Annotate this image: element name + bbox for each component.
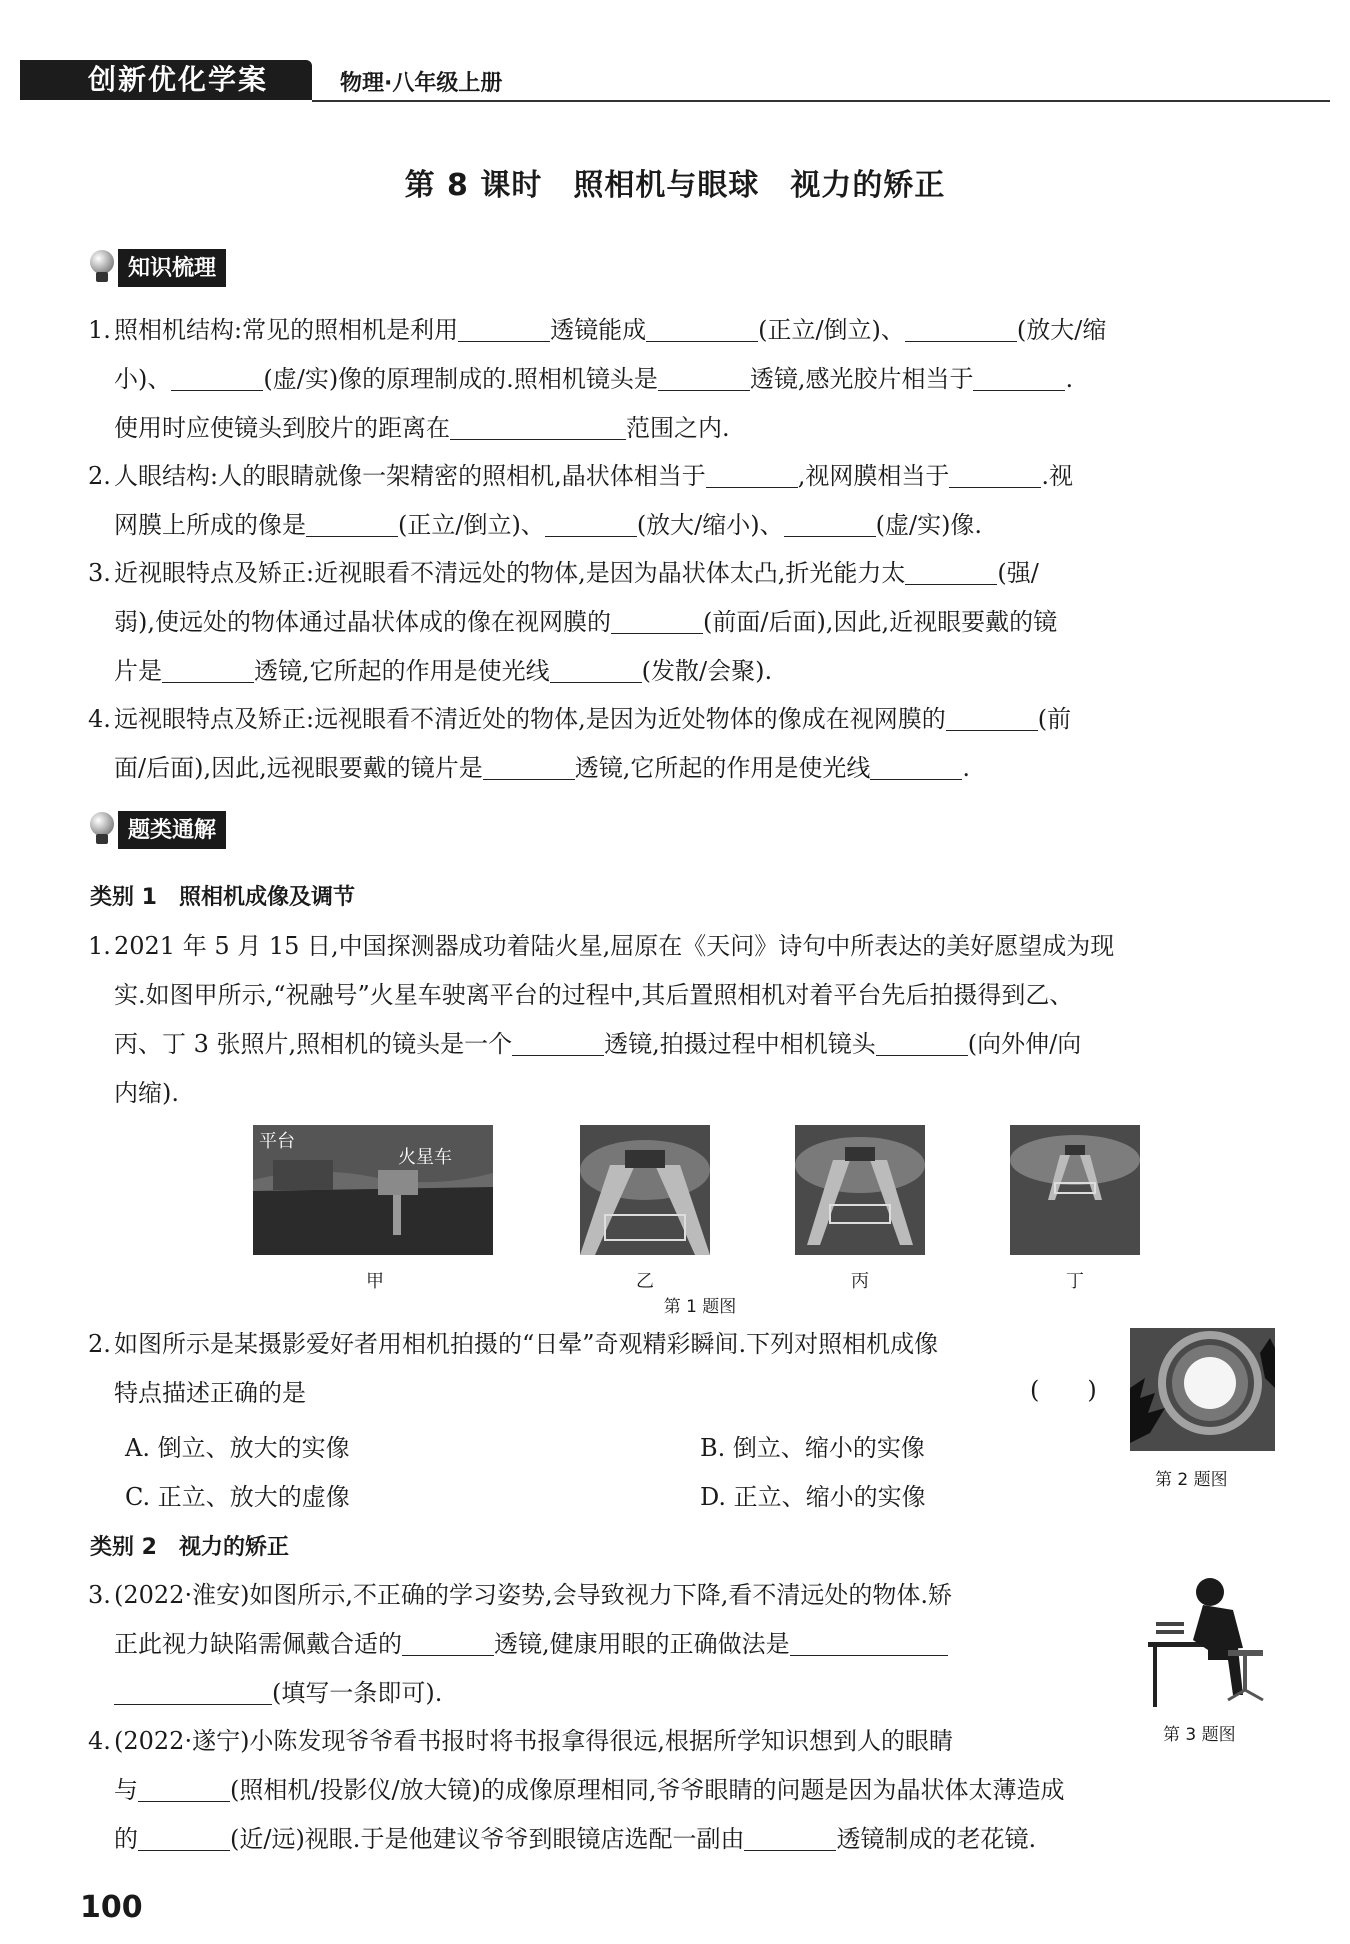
answer-blank[interactable] xyxy=(744,1824,836,1851)
knowledge-item-3: 3. 近视眼特点及矫正:近视眼看不清远处的物体,是因为晶状体太凸,折光能力太 (强/ 弱),使远处的物体通过晶状体成的像在视网膜的 (前面/后面),因此,近视眼要戴的镜 片是 透镜,它所起的作用是使光线 (发散/会聚). xyxy=(88,559,1058,685)
answer-blank[interactable] xyxy=(550,656,642,683)
subject-label: 物理·八年级上册 xyxy=(340,71,503,96)
question-4: 4. (2022·遂宁)小陈发现爷爷看书报时将书报拿得很远,根据所学知识想到人的眼睛 与 (照相机/投影仪/放大镜)的成像原理相同,爷爷眼睛的问题是因为晶状体太薄造成 的 (近/远)视眼.于是他建议爷爷到眼镜店选配一副由 透镜制成的老花镜. xyxy=(88,1727,1065,1853)
answer-blank[interactable] xyxy=(512,1029,604,1056)
rover-track-image xyxy=(580,1125,710,1255)
answer-blank[interactable] xyxy=(949,461,1041,488)
rover-track-image xyxy=(1010,1125,1140,1255)
page-number: 100 xyxy=(80,1890,143,1925)
photo-jia xyxy=(253,1125,493,1255)
photo-caption: 丙 xyxy=(851,1271,869,1292)
answer-blank[interactable] xyxy=(138,1824,230,1851)
question-2: 2. 如图所示是某摄影爱好者用相机拍摄的“日晕”奇观精彩瞬间.下列对照相机成像 特点描述正确的是 xyxy=(88,1330,939,1407)
figure-1-caption: 第 1 题图 xyxy=(663,1297,737,1317)
category-2-heading: 类别 2 视力的矫正 xyxy=(90,1535,289,1560)
answer-blank[interactable] xyxy=(402,1629,494,1656)
photo-caption: 丁 xyxy=(1066,1271,1084,1292)
option-d[interactable]: D. 正立、缩小的实像 xyxy=(700,1483,926,1511)
platform-label: 平台 xyxy=(259,1131,295,1152)
answer-blank[interactable] xyxy=(458,315,550,342)
answer-blank[interactable] xyxy=(790,1629,948,1656)
brand-banner: 创新优化学案 xyxy=(20,60,312,100)
lightbulb-icon xyxy=(88,250,116,286)
answer-blank[interactable] xyxy=(611,607,703,634)
photo-yi xyxy=(580,1125,710,1255)
answer-blank[interactable] xyxy=(973,364,1065,391)
option-b[interactable]: B. 倒立、缩小的实像 xyxy=(700,1434,925,1462)
answer-blank[interactable] xyxy=(162,656,254,683)
rover-label: 火星车 xyxy=(398,1147,452,1168)
answer-blank[interactable] xyxy=(706,461,798,488)
photo-ding xyxy=(1010,1125,1140,1255)
figure-1 xyxy=(0,1125,1350,1315)
answer-blank[interactable] xyxy=(870,753,962,780)
figure-2-caption: 第 2 题图 xyxy=(1155,1470,1228,1490)
header-rule xyxy=(312,100,1330,102)
answer-blank[interactable] xyxy=(646,315,758,342)
section-knowledge xyxy=(88,250,226,286)
section-problems xyxy=(88,812,226,848)
sun-halo-image xyxy=(1130,1328,1275,1451)
answer-blank[interactable] xyxy=(905,558,997,585)
answer-blank[interactable] xyxy=(946,704,1038,731)
lesson-title: 第 8 课时 照相机与眼球 视力的矫正 xyxy=(404,168,946,203)
figure-3-caption: 第 3 题图 xyxy=(1163,1725,1236,1745)
page-header xyxy=(20,60,1330,104)
option-a[interactable]: A. 倒立、放大的实像 xyxy=(125,1434,350,1462)
answer-blank[interactable] xyxy=(171,364,263,391)
answer-blank[interactable] xyxy=(138,1775,230,1802)
answer-blank[interactable] xyxy=(905,315,1017,342)
answer-blank[interactable] xyxy=(483,753,575,780)
section-label: 题类通解 xyxy=(118,811,226,849)
knowledge-item-2: 2. 人眼结构:人的眼睛就像一架精密的照相机,晶状体相当于 ,视网膜相当于 .视 网膜上所成的像是 (正立/倒立)、 (放大/缩小)、 (虚/实)像. xyxy=(88,462,1073,539)
answer-blank[interactable] xyxy=(450,413,626,440)
lightbulb-icon xyxy=(88,812,116,848)
section-label: 知识梳理 xyxy=(118,249,226,287)
option-c[interactable]: C. 正立、放大的虚像 xyxy=(125,1483,350,1511)
student-posture-image xyxy=(1148,1570,1278,1710)
photo-bing xyxy=(795,1125,925,1255)
answer-paren[interactable]: ( ) xyxy=(1030,1376,1097,1404)
answer-blank[interactable] xyxy=(114,1678,272,1705)
answer-blank[interactable] xyxy=(545,510,637,537)
answer-blank[interactable] xyxy=(306,510,398,537)
answer-blank[interactable] xyxy=(784,510,876,537)
rover-track-image xyxy=(795,1125,925,1255)
knowledge-item-1: 1. 照相机结构:常见的照相机是利用 透镜能成 (正立/倒立)、 (放大/缩 小)、 (虚/实)像的原理制成的.照相机镜头是 透镜,感光胶片相当于 . 使用时应使镜头到胶片的距离在 范围之内. xyxy=(88,316,1107,442)
answer-blank[interactable] xyxy=(658,364,750,391)
photo-caption: 甲 xyxy=(366,1271,384,1292)
answer-blank[interactable] xyxy=(876,1029,968,1056)
question-3: 3. (2022·淮安)如图所示,不正确的学习姿势,会导致视力下降,看不清远处的物体.矫 正此视力缺陷需佩戴合适的 透镜,健康用眼的正确做法是 (填写一条即可). xyxy=(88,1581,952,1707)
knowledge-item-4: 4. 远视眼特点及矫正:远视眼看不清近处的物体,是因为近处物体的像成在视网膜的 (前 面/后面),因此,远视眼要戴的镜片是 透镜,它所起的作用是使光线 . xyxy=(88,705,1072,782)
photo-caption: 乙 xyxy=(636,1271,654,1292)
category-1-heading: 类别 1 照相机成像及调节 xyxy=(90,885,355,910)
question-1: 1. 2021 年 5 月 15 日,中国探测器成功着陆火星,屈原在《天问》诗句中所表达的美好愿望成为现 实.如图甲所示,“祝融号”火星车驶离平台的过程中,其后置照相机对着平台先后拍摄得到乙、 丙、丁 3 张照片,照相机的镜头是一个 透镜,拍摄过程中相机镜头 (向外伸/向 内缩). xyxy=(88,932,1115,1107)
